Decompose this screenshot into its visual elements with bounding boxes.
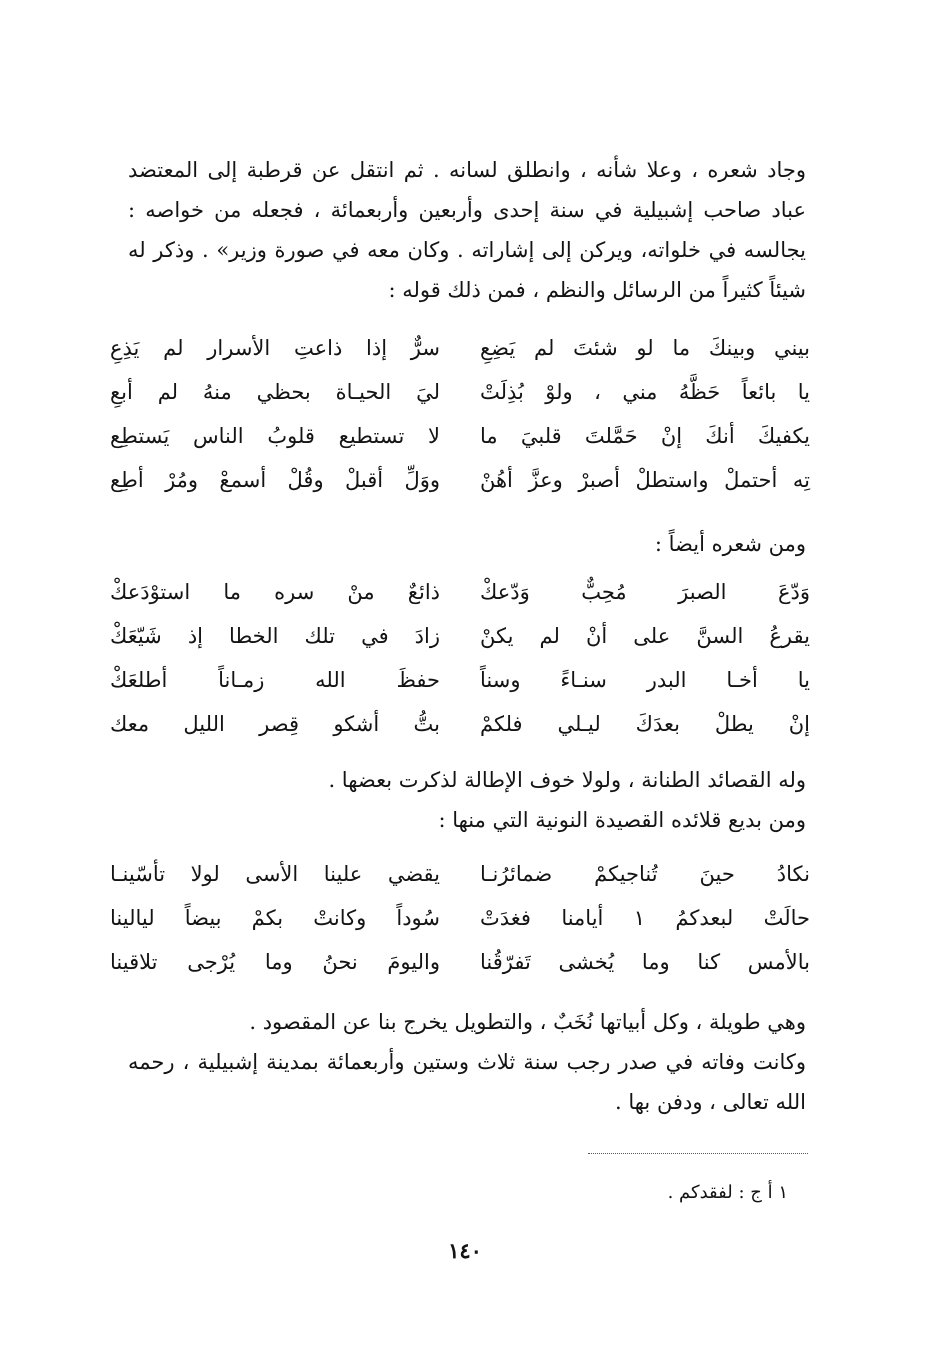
- verse-line: [100, 614, 810, 658]
- poem-1: [100, 326, 810, 502]
- first-hemistich: وَدّعَ الصبرَ مُحِبٌّ وَدّعكْ: [480, 580, 810, 604]
- first-hemistich: تِه أحتملْ واستطلْ أصبرْ وعزَّ أهُنْ: [480, 468, 810, 492]
- verse-line: [100, 896, 810, 940]
- verse-line: [100, 658, 810, 702]
- first-hemistich: يا أخـا البدر سنـاءً وسناً: [480, 668, 810, 692]
- second-hemistich: سُوداً وكانتْ بكمْ بيضاً ليالينا: [110, 906, 440, 930]
- poem-2: [100, 570, 810, 746]
- verse-line: [100, 370, 810, 414]
- verse-line: [100, 458, 810, 502]
- first-hemistich: بيني وبينكَ ما لو شئتَ لم يَضِعِ: [480, 336, 810, 360]
- closing-paragraphs: [128, 1002, 806, 1122]
- poem-2-intro: [128, 524, 806, 564]
- first-hemistich: يكفيكَ أنكَ إنْ حَمَّلتَ قلبيَ ما: [480, 424, 810, 448]
- second-hemistich: واليومَ نحنُ وما يُرْجى تلاقينا: [110, 950, 440, 974]
- second-hemistich: حفظَ الله زمـاناً أطلعَكْ: [110, 668, 440, 692]
- middle-paragraphs: [128, 760, 806, 840]
- verse-line: [100, 414, 810, 458]
- second-hemistich: زادَ في تلك الخطا إذ شَيّعَكْ: [110, 624, 440, 648]
- first-hemistich: يقرعُ السنَّ على أنْ لم يكنْ: [480, 624, 810, 648]
- second-hemistich: ليَ الحيـاة بحظي منهُ لم أبعِ: [110, 380, 440, 404]
- second-hemistich: ووَلِّ أقبلْ وقُلْ أسمعْ ومُرْ أطِع: [110, 468, 440, 492]
- first-hemistich: بالأمس كنا وما يُخشى تَفرّقُنا: [480, 950, 810, 974]
- first-hemistich: حالَتْ لبعدكمُ ١ أيامنا فغدَتْ: [480, 906, 810, 930]
- paragraph-text: ومن بديع قلائده القصيدة النونية التي منها :: [438, 808, 806, 832]
- verse-line: [100, 940, 810, 984]
- poem-3: [100, 852, 810, 984]
- verse-line: [100, 702, 810, 746]
- second-hemistich: يقضي علينا الأسى لولا تأسّينـا: [110, 862, 440, 886]
- footnote-divider: [588, 1153, 808, 1154]
- paragraph-text: وله القصائد الطنانة ، ولولا خوف الإطالة لذكرت بعضها .: [328, 768, 806, 792]
- second-hemistich: سرٌّ إذا ذاعتِ الأسرار لم يَذِعِ: [110, 336, 440, 360]
- second-hemistich: بتُّ أشكو قِصر الليل معك: [110, 712, 440, 736]
- second-hemistich: ذائعٌ منْ سره ما استوْدَعكْ: [110, 580, 440, 604]
- paragraph-text: وجاد شعره ، وعلا شأنه ، وانطلق لسانه . ثم انتقل عن قرطبة إلى المعتضد عباد صاحب إشبيلية في سنة إحدى وأربعين وأربعمائة ، فجعله من خواصه : يجالسه في خلواته، ويركن إلى إشاراته . وكان معه في صورة وزير» . وذكر له شيئاً كثيراً من الرسائل والنظم ، فمن ذلك قوله :: [128, 158, 806, 302]
- verse-line: [100, 570, 810, 614]
- paragraph-text: وهي طويلة ، وكل أبياتها نُخَبٌ ، والتطويل يخرج بنا عن المقصود .: [249, 1010, 806, 1034]
- footnote: ١ أ ج : لفقدكم .: [667, 1182, 788, 1203]
- opening-paragraph: [128, 150, 806, 310]
- page-number: ١٤٠: [448, 1238, 482, 1263]
- verse-line: [100, 326, 810, 370]
- paragraph-text: وكانت وفاته في صدر رجب سنة ثلاث وستين وأربعمائة بمدينة إشبيلية ، رحمه الله تعالى ، ودفن بها .: [128, 1050, 806, 1114]
- verse-line: [100, 852, 810, 896]
- second-hemistich: لا تستطيع قلوبُ الناس يَستطِع: [110, 424, 440, 448]
- intro-text: ومن شعره أيضاً :: [654, 532, 806, 556]
- first-hemistich: إنْ يطلْ بعدَكَ ليـلي فلكمْ: [480, 712, 810, 736]
- first-hemistich: نكادُ حينَ تُناجيكمْ ضمائرُنـا: [480, 862, 810, 886]
- first-hemistich: يا بائعاً حَظَّهُ مني ، ولوْ بُذِلَتْ: [480, 380, 810, 404]
